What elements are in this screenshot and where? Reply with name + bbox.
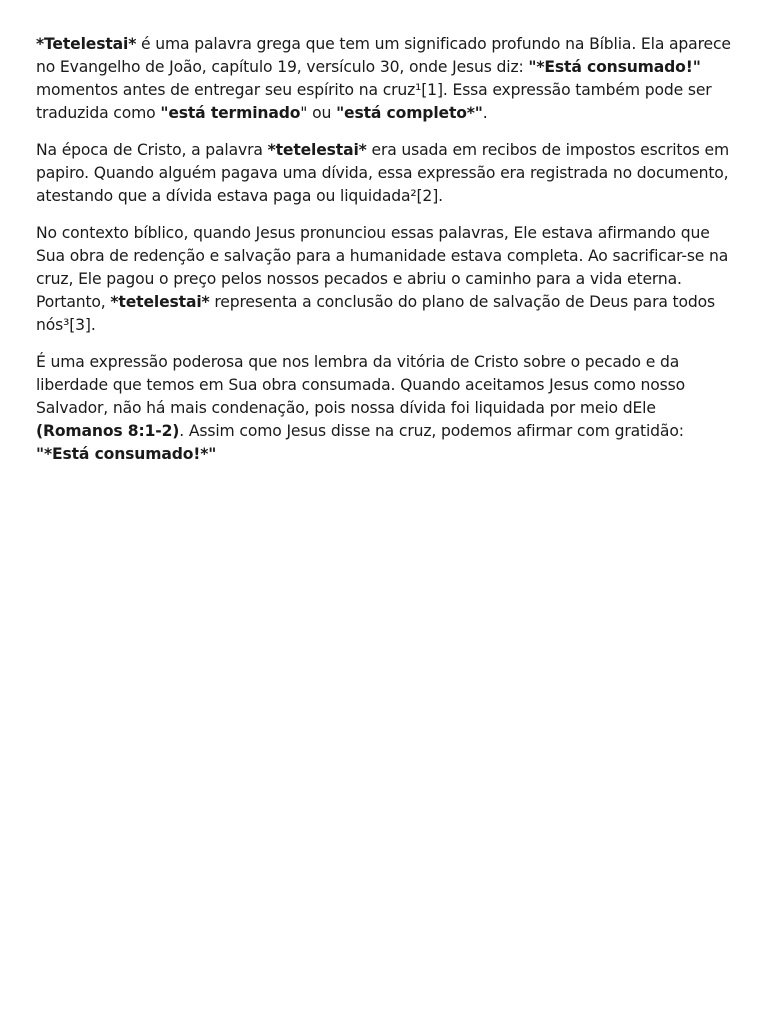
context-text-2: representa a conclusão do plano de salvação de Deus para todos nós³[3]. xyxy=(36,293,716,334)
intro-text-3: " ou xyxy=(300,104,337,122)
history-text: Na época de Cristo, a palavra xyxy=(36,141,268,159)
context-text: No contexto bíblico, quando Jesus pronunciou essas palavras, Ele estava afirmando que Sua obra de redenção e salvação para a humanidade estava completa. Ao sacrificar-se na cruz, Ele pagou o preço pelos nossos pecados e abriu o caminho para a vida eterna. Portanto, xyxy=(36,224,729,311)
intro-text: é uma palavra grega que tem um significado profundo na Bíblia. Ela aparece no Evangelho de João, capítulo 19, versículo 30, onde Jesus diz: xyxy=(36,35,731,76)
paragraph-biblical-context xyxy=(36,222,732,337)
conclusion-text: É uma expressão poderosa que nos lembra da vitória de Cristo sobre o pecado e da liberdade que temos em Sua obra consumada. Quando aceitamos Jesus como nosso Salvador, não há mais condenação, pois nossa dívida foi liquidada por meio dEle xyxy=(36,353,685,417)
intro-period: . xyxy=(482,104,488,122)
conclusion-text-2: . Assim como Jesus disse na cruz, podemos afirmar com gratidão: xyxy=(179,422,684,440)
term-tetelestai-3: *tetelestai* xyxy=(110,293,210,311)
paragraph-intro xyxy=(36,33,732,125)
reference-romanos: (Romanos 8:1-2) xyxy=(36,422,180,440)
term-tetelestai: *Tetelestai* xyxy=(36,35,137,53)
paragraph-conclusion xyxy=(36,351,732,466)
quote-final: "*Está consumado!*" xyxy=(36,445,217,463)
intro-text-2: momentos antes de entregar seu espírito na cruz¹[1]. Essa expressão também pode ser traduzida como xyxy=(36,81,712,122)
term-tetelestai-2: *tetelestai* xyxy=(267,141,367,159)
history-text-2: era usada em recibos de impostos escritos em papiro. Quando alguém pagava uma dívida, essa expressão era registrada no documento, atestando que a dívida estava paga ou liquidada²[2]. xyxy=(36,141,730,205)
quote-esta-terminado: "está terminado xyxy=(160,104,301,122)
paragraph-history xyxy=(36,139,732,208)
quote-esta-consumado: "*Está consumado!" xyxy=(528,58,701,76)
quote-esta-completo: "está completo*" xyxy=(336,104,483,122)
